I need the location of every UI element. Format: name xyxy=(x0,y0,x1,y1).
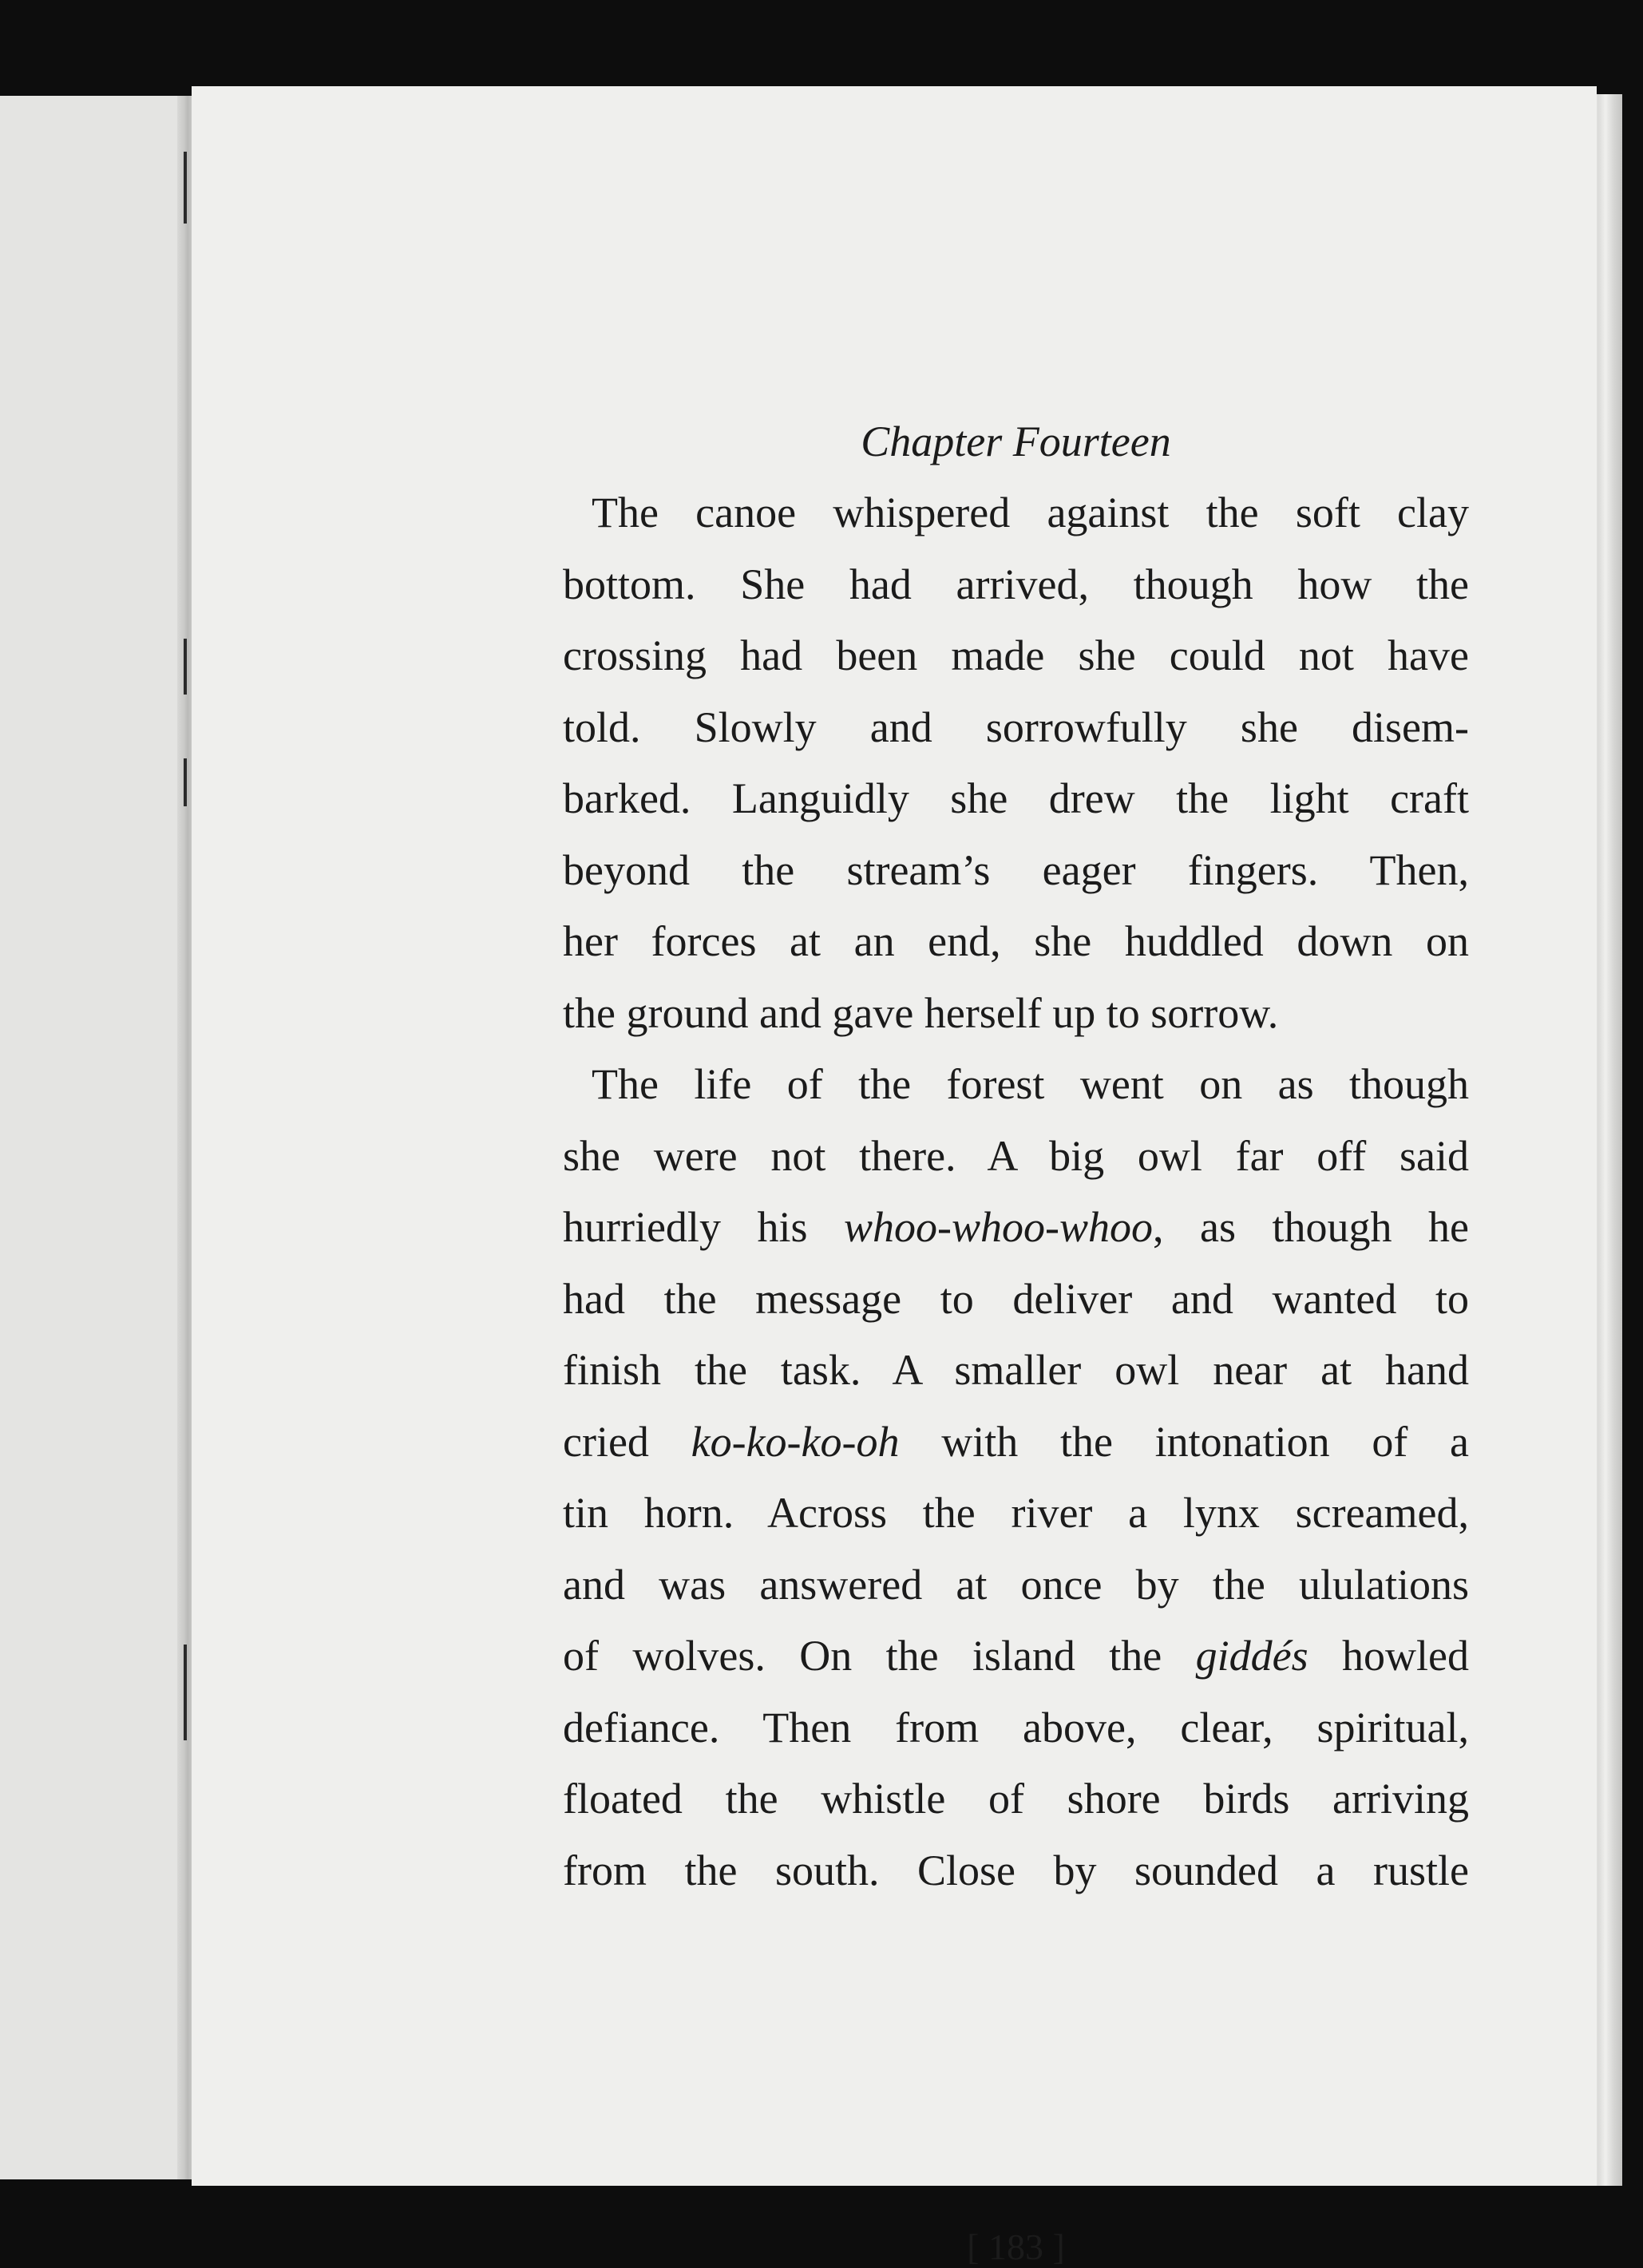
gutter-mark xyxy=(184,1645,187,1740)
text-line: floated the whistle of shore birds arriving xyxy=(563,1775,1469,1823)
text-line: finish the task. A smaller owl near at hand xyxy=(563,1346,1469,1394)
text-segment: howled xyxy=(1308,1632,1469,1680)
text-segment: of wolves. On the island the xyxy=(563,1632,1196,1680)
text-line: had the message to deliver and wanted to xyxy=(563,1274,1469,1323)
gutter-mark xyxy=(184,639,187,695)
text-line: tin horn. Across the river a lynx screamed, xyxy=(563,1489,1469,1537)
text-line: defiance. Then from above, clear, spiritual, xyxy=(563,1703,1469,1751)
text-line: crossing had been made she could not have xyxy=(563,631,1469,679)
text-line: beyond the stream’s eager fingers. Then, xyxy=(563,845,1469,894)
text-line: barked. Languidly she drew the light craft xyxy=(563,774,1469,822)
italic-word: giddés xyxy=(1195,1632,1308,1680)
chapter-title: Chapter Fourteen xyxy=(861,418,1171,465)
text-line: her forces at an end, she huddled down on xyxy=(563,917,1469,965)
text-line: from the south. Close by sounded a rustle xyxy=(563,1846,1469,1894)
italic-owl-call: ko-ko-ko-oh xyxy=(691,1417,900,1466)
text-line xyxy=(563,1407,1469,1478)
text-line: told. Slowly and sorrowfully she disem- xyxy=(563,703,1469,751)
text-segment: cried xyxy=(563,1417,691,1466)
text-line: and was answered at once by the ululations xyxy=(563,1560,1469,1609)
italic-owl-call: whoo-whoo-whoo xyxy=(843,1203,1154,1251)
gutter-mark xyxy=(184,758,187,806)
paragraph-1 xyxy=(563,477,1469,1049)
paragraph-2 xyxy=(563,1049,1469,1906)
text-line xyxy=(563,1192,1469,1264)
text-line: bottom. She had arrived, though how the xyxy=(563,560,1469,608)
text-line xyxy=(563,1621,1469,1692)
right-page xyxy=(192,86,1597,2267)
page-number: [ 183 ] xyxy=(967,2226,1065,2267)
left-page-edge xyxy=(0,96,190,2179)
gutter-mark xyxy=(184,152,187,224)
text-line: the ground and gave herself up to sorrow. xyxy=(563,988,1279,1037)
text-line: The canoe whispered against the soft clay xyxy=(592,489,1469,536)
text-segment: with the intonation of a xyxy=(899,1417,1469,1466)
text-block xyxy=(563,406,1469,2267)
text-segment: hurriedly his xyxy=(563,1203,844,1251)
text-segment: , as though he xyxy=(1153,1203,1469,1251)
text-line: she were not there. A big owl far off said xyxy=(563,1131,1469,1180)
text-line: The life of the forest went on as though xyxy=(592,1060,1469,1108)
